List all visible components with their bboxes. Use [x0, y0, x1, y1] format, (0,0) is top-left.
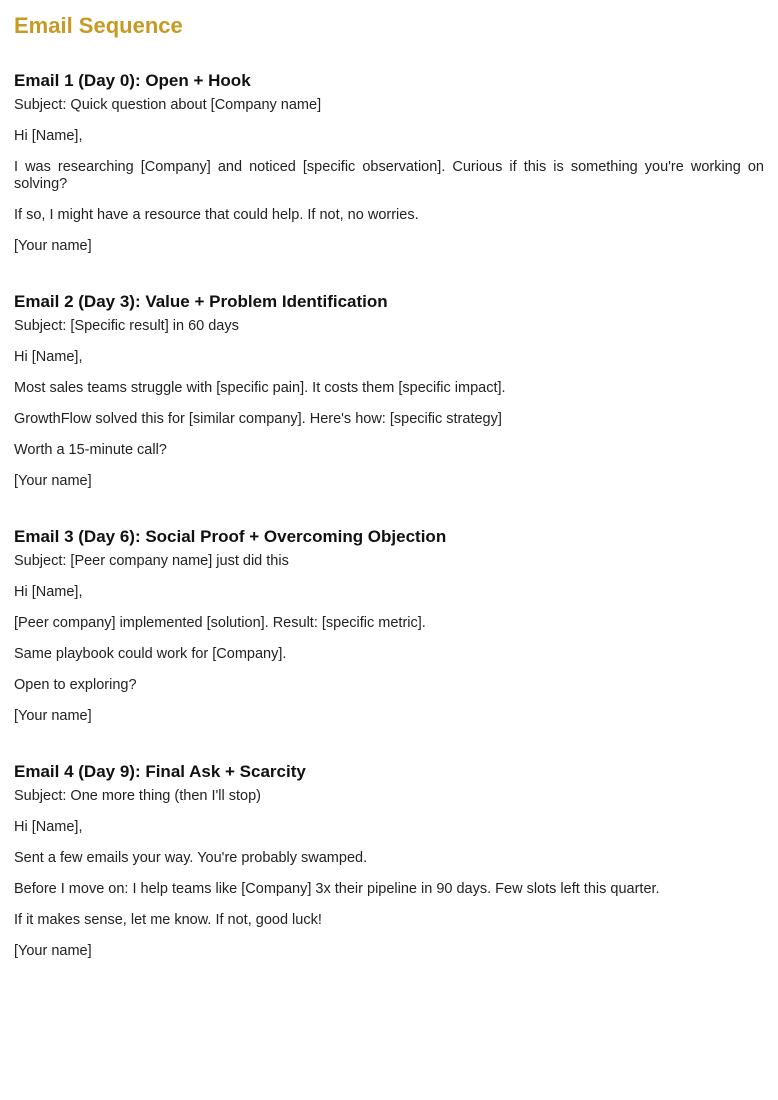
email-1-section	[14, 71, 764, 255]
email-3-section	[14, 527, 764, 725]
email-body-line: Worth a 15-minute call?	[14, 442, 167, 458]
email-body-line: If so, I might have a resource that could help. If not, no worries.	[14, 207, 419, 223]
email-body-line: Most sales teams struggle with [specific pain]. It costs them [specific impact].	[14, 380, 506, 396]
email-heading: Email 2 (Day 3): Value + Problem Identification	[14, 292, 388, 311]
email-signature: [Your name]	[14, 473, 92, 489]
email-heading: Email 4 (Day 9): Final Ask + Scarcity	[14, 762, 306, 781]
email-signature: [Your name]	[14, 943, 92, 959]
email-body-line: [Peer company] implemented [solution]. Result: [specific metric].	[14, 615, 426, 631]
email-list	[14, 71, 764, 960]
email-subject: Subject: [Peer company name] just did this	[14, 553, 289, 569]
document-title: Email Sequence	[14, 13, 183, 38]
email-2-section	[14, 292, 764, 490]
email-body-line: Same playbook could work for [Company].	[14, 646, 287, 662]
email-heading: Email 3 (Day 6): Social Proof + Overcoming Objection	[14, 527, 447, 546]
email-body-line: Before I move on: I help teams like [Company] 3x their pipeline in 90 days. Few slots left this quarter.	[14, 881, 660, 897]
email-body-line: If it makes sense, let me know. If not, good luck!	[14, 912, 322, 928]
email-greeting: Hi [Name],	[14, 128, 83, 144]
email-greeting: Hi [Name],	[14, 349, 83, 365]
email-body-line: Open to exploring?	[14, 677, 137, 693]
email-heading: Email 1 (Day 0): Open + Hook	[14, 71, 251, 90]
email-signature: [Your name]	[14, 708, 92, 724]
email-body-line: Sent a few emails your way. You're probably swamped.	[14, 850, 368, 866]
email-body-line: GrowthFlow solved this for [similar company]. Here's how: [specific strategy]	[14, 411, 502, 427]
email-greeting: Hi [Name],	[14, 819, 83, 835]
email-4-section	[14, 762, 764, 960]
email-subject: Subject: One more thing (then I'll stop)	[14, 788, 261, 804]
email-body-line: I was researching [Company] and noticed [specific observation]. Curious if this is something you're working on solving?	[14, 159, 764, 192]
email-signature: [Your name]	[14, 238, 92, 254]
email-greeting: Hi [Name],	[14, 584, 83, 600]
email-subject: Subject: Quick question about [Company name]	[14, 97, 322, 113]
email-subject: Subject: [Specific result] in 60 days	[14, 318, 239, 334]
